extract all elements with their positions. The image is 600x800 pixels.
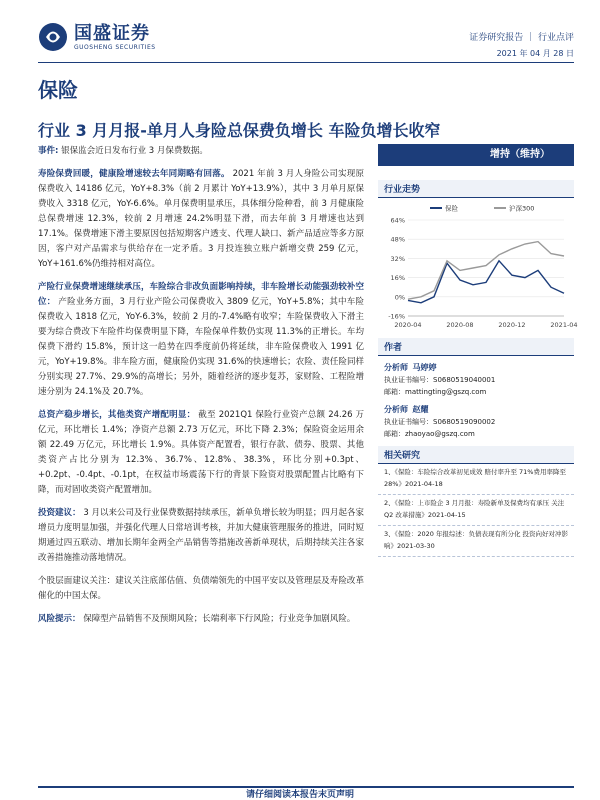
x-tick-label: 2020-12 (498, 321, 526, 329)
paragraph-risk (38, 612, 364, 627)
y-tick-label: 32% (390, 254, 405, 263)
header-divider (38, 62, 574, 63)
paragraph-stock-advice (38, 574, 364, 604)
p6-text: 保障型产品销售不及预期风险；长端利率下行风险；行业竞争加剧风险。 (83, 614, 356, 624)
sidebar (378, 144, 578, 557)
paragraph-assets (38, 408, 364, 498)
report-type: 证券研究报告 ｜ 行业点评 (469, 33, 574, 43)
analyst-1 (378, 362, 574, 398)
analyst-2-role: 分析师 (384, 405, 408, 414)
research-item-1[interactable]: 1、《保险：车险综合改革初见成效 赔付率升至 71%费用率降至 28%》2021-04-18 (378, 464, 574, 495)
event-text: 银保监会近日发布行业 3 月保费数据。 (61, 146, 208, 156)
analyst-1-email: 邮箱：mattingting@gszq.com (384, 388, 487, 396)
research-item-2[interactable]: 2、《保险：上市险企 3 月月报：寿险新单及保费均有承压 关注 Q2 改革措施》2021-04-15 (378, 495, 574, 526)
analyst-2-cert: 执业证书编号：S0680519090002 (384, 418, 496, 426)
logo-text-cn: 国盛证券 (74, 22, 150, 44)
event-paragraph (38, 144, 364, 159)
event-lead: 事件: (38, 146, 59, 156)
report-date: 2021 年 04 月 28 日 (496, 49, 574, 58)
authors-title: 作者 (378, 338, 574, 356)
p1-text: 2021 年前 3 月人身险公司实现原保费收入 14186 亿元，YoY+8.3%（前 2 月累计 YoY+13.9%），其中 3 月单月原保费收入 3318 亿元，YoY-6.6%。单月保费明显承压，具体细分险种看，前 3 月健康险总保费增速 12.3%，较前 2 月增速 24.2%明显下滑，而去年前 3 月增速也达到 17.1%。保费增速下滑主要原因包括短期客户透支、代理人缺口、新产品适应等多方原因，客户对产品需求与供给存在一定矛盾。3 月投连独立账户新增交费 259 亿元，YoY+161.6%仍维持相对高位。 (38, 169, 364, 269)
trend-chart-svg (378, 198, 578, 338)
legend-label-1: 保险 (445, 204, 458, 213)
research-item-3[interactable]: 3、《保险：2020 年报综述：负债表现有所分化 投资向好对冲影响》2021-03-30 (378, 526, 574, 557)
analyst-2-email: 邮箱：zhaoyao@gszq.com (384, 430, 475, 438)
logo-mark-icon (38, 22, 68, 52)
report-title: 行业 3 月月报-单月人身险总保费负增长 车险负增长收窄 (38, 121, 441, 140)
analyst-2-name: 赵耀 (412, 405, 429, 414)
y-tick-label: 16% (390, 274, 405, 283)
p4-lead: 投资建议： (38, 508, 81, 518)
paragraph-life-insurance (38, 167, 364, 272)
y-tick-label: 64% (390, 216, 405, 225)
series-line-2 (408, 242, 564, 300)
legend-label-2: 沪深300 (509, 204, 535, 213)
footer-disclaimer: 请仔细阅读本报告末页声明 (245, 790, 354, 800)
analyst-1-name: 马婷婷 (412, 363, 437, 372)
rating-badge: 增持（维持） (378, 144, 574, 166)
y-tick-label: 0% (394, 293, 405, 302)
p3-text: 截至 2021Q1 保险行业资产总额 24.26 万亿元，环比增长 1.4%；净资产总额 2.73 万亿元，环比下降 2.3%；保险资金运用余额 22.49 万亿元，环比增长 1.9%。具体资产配置看，银行存款、债券、股票、其他类资产占比分别为 12.3%、36.7%、12.8%、38.3%，环比分别+0.3pt、+0.2pt、-0.4pt、-0.1pt，在权益市场震荡下行的背景下险资对股票配置占比略有下降，而对固收类资产配置增加。 (38, 410, 365, 495)
paragraph-property-insurance (38, 280, 364, 400)
p5-text: 个股层面建议关注：建议关注底部估值、负债端领先的中国平安以及管理层及寿险改革催化的中国太保。 (38, 576, 364, 601)
analyst-1-role: 分析师 (384, 363, 408, 372)
logo-text-en: GUOSHENG SECURITIES (74, 43, 156, 51)
y-tick-label: -16% (388, 312, 405, 321)
industry-label: 保险 (38, 78, 78, 102)
analyst-2 (378, 404, 574, 440)
y-tick-label: 48% (390, 235, 405, 244)
p4-text: 3 月以来公司及行业保费数据持续承压，新单负增长较为明显；四月起各家增员力度明显加强，并强化代理人日常培训考核，并加大健康管理服务的推进，同时短期通过四五联动、增加长期年金两全产品销售等措施改善新单现状，后期持续关注各家改善措施推动落地情况。 (38, 508, 364, 563)
trend-chart (378, 198, 578, 338)
trend-title: 行业走势 (378, 180, 574, 198)
research-title: 相关研究 (378, 446, 574, 464)
main-content (38, 144, 364, 635)
analyst-1-cert: 执业证书编号：S0680519040001 (384, 376, 496, 384)
p1-lead: 寿险保费回暖，健康险增速较去年同期略有回落。 (38, 169, 230, 179)
x-tick-label: 2020-08 (446, 321, 474, 329)
p2-text: 产险业务方面，3 月行业产险公司保费收入 3809 亿元，YoY+5.8%；其中车险保费收入 1818 亿元，YoY-6.3%，较前 2 月的-7.4%略有收窄；车险保费收入下滑主要为综合费改下车险件均保费明显下降，车险保单件数仍实现 11.3%的正增长。车均保费下滑约 15.8%，预计这一趋势在四季度前仍将延续，非车险保费收入 1991 亿元，YoY+19.8%。非车险方面，健康险仍实现 31.6%的快速增长；农险、责任险同样分别实现 27.7%、29.9%的高增长；另外，随着经济的逐步复苏，家财险、工程险增速分别为 24.1%及 20.7%。 (38, 297, 364, 397)
company-logo (38, 22, 156, 52)
p2-lead: 产险行业保费增速继续承压，车险综合非改负面影响持续，非车险增长动能强劲较补空位： (38, 282, 364, 307)
x-tick-label: 2020-04 (394, 321, 422, 329)
x-tick-label: 2021-04 (550, 321, 578, 329)
paragraph-investment-advice (38, 506, 364, 566)
p6-lead: 风险提示： (38, 614, 81, 624)
p3-lead: 总资产稳步增长，其他类资产增配明显： (38, 410, 196, 420)
